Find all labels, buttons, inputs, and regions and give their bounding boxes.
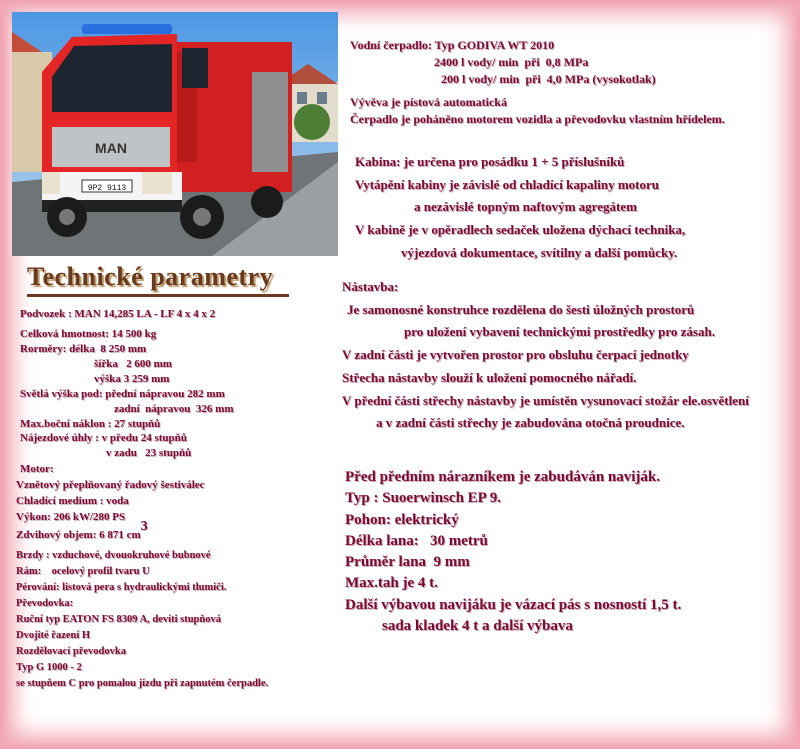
winch-type: Typ : Suoerwinsch EP 9.: [345, 490, 501, 506]
transfer-case-note: se stupňem C pro pomalou jízdu při zapnutém čerpadle.: [16, 678, 269, 689]
chassis-suspension: Pérování: listová pera s hydraulickými tlumiči.: [16, 582, 227, 593]
transfer-case-type: Typ G 1000 - 2: [16, 662, 82, 673]
winch-strap: Další výbavou navijáku je vázací pás s nosností 1,5 t.: [345, 597, 682, 613]
param-angle-rear: v zadu 23 stupňů: [106, 447, 192, 459]
param-clearance-front: Světlá výška pod: přední nápravou 282 mm: [20, 388, 225, 400]
truck-logo: MAN: [95, 140, 127, 156]
chassis-brakes: Brzdy : vzduchové, dvouokruhové bubnové: [16, 550, 211, 561]
body-line-6: a v zadní části střechy je zabudována otočná proudnice.: [376, 415, 685, 430]
engine-displacement-unit-exp: 3: [140, 519, 148, 534]
pump-flow-high: 200 l vody/ min při 4,0 MPa (vysokotlak): [441, 72, 656, 86]
winch-line-1: Před předním nárazníkem je zabudáván naviják.: [345, 469, 661, 485]
engine-type: Vznětový přeplňovaný řadový šestiválec: [16, 479, 205, 491]
winch-drive: Pohon: elektrický: [345, 512, 459, 528]
pump-vacuum: Vývěva je pístová automatická: [350, 95, 507, 109]
param-dim-width: šířka 2 600 mm: [94, 358, 172, 370]
engine-displacement-text: Zdvihový objem: 6 871 cm: [16, 529, 141, 541]
param-weight: Celková hmotnost: 14 500 kg: [20, 328, 157, 340]
fire-truck-photo: [12, 12, 338, 256]
cab-heater: a nezávislé topným naftovým agregátem: [414, 199, 637, 214]
pump-drive: Čerpadlo je poháněno motorem vozidla a převodovku vlastním hřídelem.: [350, 112, 725, 126]
title-underline: [27, 294, 289, 297]
param-angle-front: Nájezdové úhly : v předu 24 stupňů: [20, 432, 187, 444]
license-plate: 9P2 9113: [87, 184, 127, 193]
gearbox-type: Ruční typ EATON FS 8309 A, devíti stupňová: [16, 614, 221, 625]
engine-heading: Motor:: [20, 463, 54, 475]
transfer-case: Rozdělovací převodovka: [16, 646, 126, 657]
gearbox-shift: Dvojité řazení H: [16, 630, 91, 641]
page-title: Technické parametry: [27, 262, 274, 291]
winch-pulleys: sada kladek 4 t a další výbava: [382, 618, 573, 634]
engine-coolant: Chladící medium : voda: [16, 495, 129, 507]
param-dim-height: výška 3 259 mm: [94, 373, 170, 385]
pump-type: Vodní čerpadlo: Typ GODIVA WT 2010: [350, 38, 555, 52]
gearbox-heading: Převodovka:: [16, 598, 74, 609]
body-heading: Nástavba:: [342, 279, 399, 294]
body-line-1: Je samonosné konstruhce rozdělena do šesti úložných prostorů: [347, 302, 695, 317]
cab-equipment: V kabině je v opěradlech sedaček uložena dýchací technika,: [355, 222, 686, 237]
pump-flow-low: 2400 l vody/ min při 0,8 MPa: [434, 55, 589, 69]
cab-crew: Kabina: je určena pro posádku 1 + 5 příslušníků: [355, 154, 625, 169]
param-dim-length: Rorměry: délka 8 250 mm: [20, 343, 147, 355]
param-tilt: Max.boční náklon : 27 stupňů: [20, 418, 161, 430]
engine-power: Výkon: 206 kW/280 PS: [16, 511, 126, 523]
winch-max-pull: Max.tah je 4 t.: [345, 575, 438, 591]
fire-truck-illustration: [12, 12, 338, 256]
body-line-3: V zadní části je vytvořen prostor pro obsluhu čerpací jednotky: [342, 347, 689, 362]
chassis-frame: Rám: ocelový profil tvaru U: [16, 566, 150, 577]
param-chassis: Podvozek : MAN 14,285 LA - LF 4 x 4 x 2: [20, 308, 216, 320]
body-line-5: V přední části střechy nástavby je umístěn vysunovací stožár ele.osvětlení: [342, 393, 749, 408]
engine-displacement: [16, 519, 148, 543]
param-clearance-rear: zadní nápravou 326 mm: [114, 403, 234, 415]
cab-heating: Vytápění kabiny je závislé od chladící kapaliny motoru: [355, 177, 659, 192]
body-line-4: Střecha nástavby slouží k uložení pomocného nářadí.: [342, 370, 637, 385]
winch-rope-diameter: Průměr lana 9 mm: [345, 554, 470, 570]
winch-rope-length: Délka lana: 30 metrů: [345, 533, 488, 549]
cab-docs: výjezdová dokumentace, svítilny a další pomůcky.: [401, 245, 678, 260]
body-line-2: pro uložení vybavení technickými prostředky pro zásah.: [404, 324, 715, 339]
